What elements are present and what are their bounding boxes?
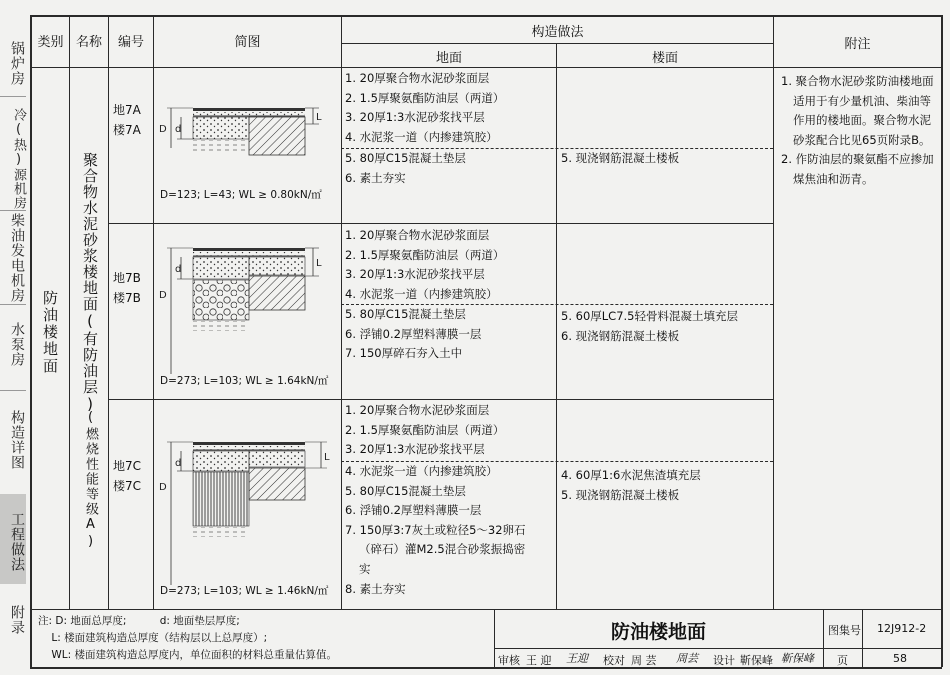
diagram-7b-label-L: L — [316, 258, 322, 269]
atlas-label: 图集号 — [828, 624, 861, 637]
drawing-title: 防油楼地面 — [610, 621, 706, 643]
category-value: 防油楼地面 — [41, 290, 59, 375]
side-tab-appendix[interactable]: 附录 — [9, 605, 25, 635]
check-name: 周 芸 — [631, 654, 657, 667]
diagram-7c-floor — [249, 442, 305, 500]
design-signature: 靳保峰 — [781, 652, 814, 665]
diagram-7a-label-d: d — [175, 124, 182, 135]
header-diagram: 简图 — [234, 35, 261, 50]
row-7c-code: 地7C 楼7C — [113, 459, 142, 493]
name-value: 聚合物水泥砂浆楼地面(有防油层) — [81, 152, 99, 414]
side-tab-generator-room[interactable]: 柴油发电机房 — [9, 213, 25, 303]
side-tab-pump-room[interactable]: 水泵房 — [9, 321, 25, 367]
diagram-7a-floor — [249, 108, 305, 155]
review-signature: 王迎 — [566, 652, 588, 665]
review-name: 王 迎 — [526, 654, 552, 667]
header-name: 名称 — [75, 35, 102, 50]
name-sub: (燃烧性能等级A) — [83, 410, 98, 551]
row-7a-ground-layers: 5. 80厚C15混凝土垫层 6. 素土夯实 — [345, 151, 466, 185]
design-name: 靳保峰 — [740, 654, 773, 667]
atlas-value: 12J912-2 — [877, 622, 927, 635]
design-label: 设计 — [713, 654, 735, 667]
row-7c-common-layers: 1. 20厚聚合物水泥砂浆面层 2. 1.5厚聚氨酯防油层（两道） 3. 20厚1:3水泥砂浆找平层 — [345, 403, 505, 457]
row-7a-common-layers: 1. 20厚聚合物水泥砂浆面层 2. 1.5厚聚氨酯防油层（两道） 3. 20厚1:3水泥砂浆找平层 4. 水泥浆一道（内掺建筑胶） — [345, 71, 505, 144]
row-7a-caption: D=123; L=43; WL ≥ 0.80kN/㎡ — [160, 189, 322, 201]
page-label: 页 — [837, 654, 848, 667]
row-7c-caption: D=273; L=103; WL ≥ 1.46kN/㎡ — [160, 585, 329, 597]
check-label: 校对 — [603, 654, 625, 667]
header-notes: 附注 — [844, 37, 871, 52]
diagram-7c-ground — [193, 442, 249, 537]
row-7a-floor-layers: 5. 现浇钢筋混凝土楼板 — [561, 151, 680, 165]
row-7b-caption: D=273; L=103; WL ≥ 1.64kN/㎡ — [160, 375, 329, 387]
diagram-7c — [153, 400, 341, 609]
header-floor: 楼面 — [651, 51, 678, 66]
page-value: 58 — [893, 652, 907, 665]
row-7c-floor-layers: 4. 60厚1:6水泥焦渣填充层 5. 现浇钢筋混凝土楼板 — [561, 468, 701, 502]
side-tab-engineering-practice[interactable]: 工程做法 — [0, 494, 26, 584]
side-tab-boiler-room[interactable]: 锅炉房 — [9, 40, 25, 86]
side-tab-detail-drawings[interactable]: 构造详图 — [9, 410, 25, 470]
diagram-7a-label-D: D — [159, 124, 167, 135]
header-construction: 构造做法 — [531, 25, 584, 40]
footnotes: 注: D: 地面总厚度; d: 地面垫层厚度; L: 楼面建筑构造总厚度（结构层以上总厚度）; WL: 楼面建筑构造总厚度内，单位面积的材料总重量估算值。 — [38, 615, 337, 661]
diagram-7c-label-L: L — [324, 452, 330, 463]
diagram-7c-label-D: D — [159, 482, 167, 493]
review-label: 审核 — [498, 654, 520, 667]
row-7c-ground-layers: 4. 水泥浆一道（内掺建筑胶） 5. 80厚C15混凝土垫层 6. 浮铺0.2厚塑料薄膜一层 7. 150厚3:7灰土或粒径5～32卵石 （碎石）灌M2.5混合砂浆振捣密 实 8. 素土夯实 — [345, 464, 526, 596]
row-7b-common-layers: 1. 20厚聚合物水泥砂浆面层 2. 1.5厚聚氨酯防油层（两道） 3. 20厚1:3水泥砂浆找平层 4. 水泥浆一道（内掺建筑胶） — [345, 228, 505, 301]
row-7a-code: 地7A 楼7A — [113, 103, 141, 137]
diagram-7b-label-D: D — [159, 290, 167, 301]
diagram-7b-floor — [249, 248, 305, 310]
notes-list: 1. 聚合物水泥砂浆防油楼地面适用于有少量机油、柴油等作用的楼地面。聚合物水泥砂浆配合比见65页附录B。 2. 作防油层的聚氨酯不应掺加煤焦油和沥青。 — [781, 74, 934, 186]
diagram-7b-ground — [193, 248, 249, 331]
header-category: 类别 — [37, 35, 64, 50]
side-tab-cooling-room[interactable]: 冷(热)源机房 — [11, 108, 26, 210]
row-7b-floor-layers: 5. 60厚LC7.5轻骨料混凝土填充层 6. 现浇钢筋混凝土楼板 — [561, 309, 738, 343]
row-7b-ground-layers: 5. 80厚C15混凝土垫层 6. 浮铺0.2厚塑料薄膜一层 7. 150厚碎石夯入土中 — [345, 307, 482, 361]
diagram-7a-label-L: L — [316, 112, 322, 123]
diagram-7a-ground — [193, 108, 249, 154]
check-signature: 周芸 — [676, 652, 698, 665]
header-ground: 地面 — [435, 51, 462, 66]
header-code: 编号 — [117, 35, 144, 50]
diagram-7c-label-d: d — [175, 458, 182, 469]
row-7b-code: 地7B 楼7B — [113, 271, 141, 305]
diagram-7b-label-d: d — [175, 264, 182, 275]
